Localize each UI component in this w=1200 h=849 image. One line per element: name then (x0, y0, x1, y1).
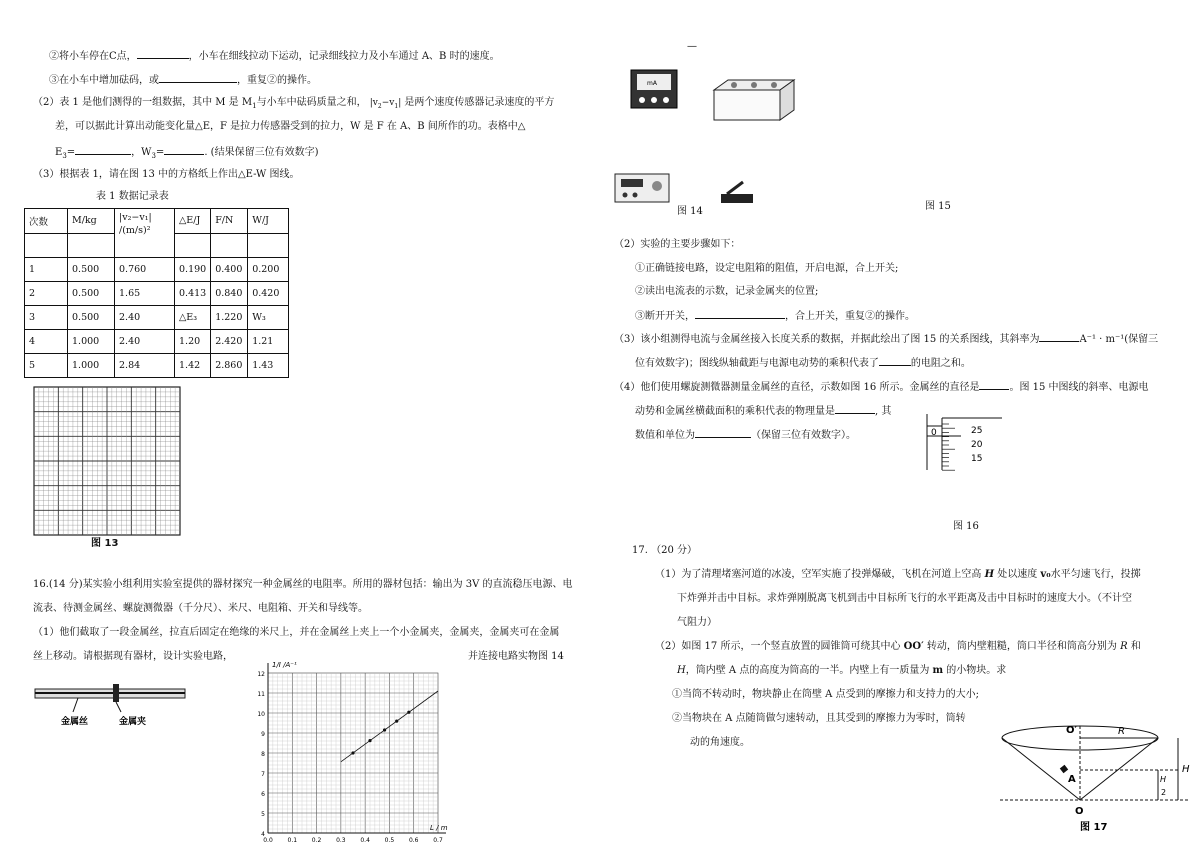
x-tick-label: 0.4 (360, 837, 370, 844)
q16-part1-line2: 丝上移动。请根据现有器材，设计实验电路， (33, 651, 233, 662)
switch-lever (727, 182, 743, 194)
table-cell: 1.000 (68, 354, 115, 378)
q16-part1-line1: （1）他们截取了一段金属丝，拉直后固定在绝缘的米尺上，并在金属丝上夹上一个小金属夹，金属夹，金属夹可在金属 (33, 627, 560, 638)
mic-tick-25: 25 (971, 426, 983, 436)
cone-right-wall (1080, 738, 1158, 800)
y-tick-label: 10 (257, 711, 265, 718)
knob (731, 82, 737, 88)
table-header-cell: M/kg (68, 209, 115, 234)
table-cell (25, 233, 68, 258)
wire-pointer (73, 698, 78, 712)
table-cell: 3 (25, 306, 68, 330)
fig17-caption: 图 17 (1080, 822, 1108, 833)
table-cell: 0.400 (211, 258, 248, 282)
switch-illustration (717, 180, 757, 206)
mic-tick-20: 20 (971, 440, 983, 450)
table-cell (248, 233, 289, 258)
mic-zero: 0 (931, 428, 937, 438)
q16-line1: 16.(14 分)某实验小组利用实验室提供的器材探究一种金属丝的电阻率。所用的器材包括：输出为 3V 的直流稳压电源、电 (33, 579, 573, 590)
thimble-scale (942, 424, 955, 470)
clip-pointer (116, 702, 121, 712)
table-header-cell: 次数 (25, 209, 68, 234)
y-tick-label: 9 (261, 731, 265, 738)
x-tick-label: 0.0 (263, 837, 273, 844)
label-h-half-num: H (1160, 775, 1167, 784)
table-cell: 0.500 (68, 306, 115, 330)
resistance-box-illustration (712, 76, 797, 124)
switch-base (721, 194, 753, 203)
table-title: 表 1 数据记录表 (96, 191, 169, 202)
part4-line1: （4）他们使用螺旋测微器测量金属丝的直径，示数如图 16 所示。金属丝的直径是 。图 15 中图线的斜率、电源电 (614, 379, 1149, 395)
table-cell: 0.500 (68, 258, 115, 282)
data-table (24, 208, 289, 378)
y-tick-label: 8 (261, 751, 265, 758)
table-cell: 1.43 (248, 354, 289, 378)
data-point (395, 720, 398, 723)
table-cell (68, 233, 115, 258)
power-supply-illustration (613, 172, 673, 206)
x-tick-label: 0.5 (384, 837, 395, 844)
q17-part2-line1: （2）如图 17 所示，一个竖直放置的圆锥筒可绕其中心 OO′ 转动，筒内壁粗糙，筒口半径和筒高分别为 R 和 (655, 641, 1141, 652)
q17-part1-line2: 下炸弹并击中目标。求炸弹刚脱离飞机到击中目标所飞行的水平距离及击中目标时的速度大小。（不计空 (677, 593, 1132, 604)
part3-line2: 位有效数字)；图线纵轴截距与电源电动势的乘积代表了 的电阻之和。 (635, 355, 971, 371)
box-front (714, 90, 780, 120)
y-tick-label: 12 (257, 671, 265, 678)
supply-knob (652, 181, 662, 191)
graph-fig15 (258, 655, 453, 849)
y-tick-label: 5 (261, 811, 265, 818)
table-header-cell: W/J (248, 209, 289, 234)
cone-figure17 (1000, 716, 1196, 834)
table-cell: 2.84 (115, 354, 175, 378)
label-h-half-den: 2 (1161, 788, 1167, 797)
fig16-caption: 图 16 (953, 521, 979, 532)
table-cell: 0.200 (248, 258, 289, 282)
label-o-prime: O′ (1066, 725, 1078, 736)
knob (751, 82, 757, 88)
table-cell: 5 (25, 354, 68, 378)
x-tick-label: 0.3 (336, 837, 346, 844)
y-tick-label: 7 (261, 771, 265, 778)
table-cell: 1.65 (115, 282, 175, 306)
mic-tick-15: 15 (971, 454, 983, 464)
label-h: H (1182, 764, 1190, 775)
y-tick-label: 6 (261, 791, 265, 798)
part4-line3: 数值和单位为 （保留三位有效数字）。 (635, 427, 856, 443)
fig14-caption: 图 14 (677, 206, 703, 217)
x-tick-label: 0.7 (433, 837, 443, 844)
dash-mark: — (687, 41, 697, 52)
data-point (351, 751, 354, 754)
table-row (25, 354, 289, 378)
label-wire: 金属丝 (61, 717, 89, 727)
supply-terminal (633, 193, 638, 198)
ammeter-unit: mA (647, 80, 657, 87)
table-cell: W₃ (248, 306, 289, 330)
table-cell: 2.860 (211, 354, 248, 378)
table-cell: 4 (25, 330, 68, 354)
table-cell: 1 (25, 258, 68, 282)
step2-line: ②将小车停在C点， ，小车在细线拉动下运动，记录细线拉力及小车通过 A、B 时的速度。 (49, 48, 500, 64)
data-point (368, 739, 371, 742)
graph-paper-fig13 (33, 386, 181, 536)
table-header-row (25, 209, 289, 234)
x-tick-label: 0.1 (287, 837, 298, 844)
q16-line2: 流表、待测金属丝、螺旋测微器（千分尺）、米尺、电阻箱、开关和导线等。 (33, 603, 368, 614)
q16-part1-line2-tail: 并连接电路实物图 14 (468, 651, 564, 662)
q17-part1-line1: （1）为了清理堵塞河道的冰凌，空军实施了投弹爆破，飞机在河道上空高 H 处以速度 v₀水平匀速飞行，投掷 (655, 569, 1141, 580)
table-cell: 1.000 (68, 330, 115, 354)
table-row (25, 258, 289, 282)
knob (771, 82, 777, 88)
metal-clip (113, 684, 119, 702)
x-tick-label: 0.6 (408, 837, 419, 844)
table-cell: △E₃ (175, 306, 211, 330)
q17-item2-cont: 动的角速度。 (690, 737, 750, 748)
x-axis-label: L / m (430, 824, 448, 832)
x-tick-label: 0.2 (311, 837, 322, 844)
fig13-caption: 图 13 (91, 538, 119, 549)
step-1: ①正确链接电路，设定电阻箱的阻值，开启电源，合上开关; (635, 263, 899, 274)
part2-line3: $E_3=$ ，$W_3=$ . (结果保留三位有效数字) (55, 144, 318, 163)
y-tick-label: 11 (257, 691, 265, 698)
terminal (663, 97, 669, 103)
table-cell: 0.420 (248, 282, 289, 306)
table-cell: 1.20 (175, 330, 211, 354)
table-cell: 1.220 (211, 306, 248, 330)
data-point (407, 711, 410, 714)
table-cell: 0.760 (115, 258, 175, 282)
table-cell: 2 (25, 282, 68, 306)
terminal (651, 97, 657, 103)
ammeter-illustration (627, 66, 682, 114)
table-cell (211, 233, 248, 258)
ruler-wire-illustration (33, 684, 193, 744)
supply-display (621, 179, 643, 187)
step3-line: ③在小车中增加砝码，或 ，重复②的操作。 (49, 72, 317, 88)
steps-heading: （2）实验的主要步骤如下： (614, 239, 741, 250)
step-2: ②读出电流表的示数，记录金属夹的位置; (635, 286, 819, 297)
table-cell: 0.840 (211, 282, 248, 306)
data-point (383, 728, 386, 731)
step-3: ③断开开关， ，合上开关，重复②的操作。 (635, 308, 915, 324)
table-cell: 0.190 (175, 258, 211, 282)
label-a: A (1068, 774, 1076, 785)
table-cell (175, 233, 211, 258)
table-cell: 1.21 (248, 330, 289, 354)
table-cell: 1.42 (175, 354, 211, 378)
q17-part1-line3: 气阻力） (677, 617, 717, 628)
fig15-caption: 图 15 (925, 201, 951, 212)
table-row (25, 282, 289, 306)
part3-line: （3）根据表 1，请在图 13 中的方格纸上作出△E-W 图线。 (33, 169, 300, 180)
cone-left-wall (1002, 738, 1080, 800)
part2-line1: （2）表 1 是他们测得的一组数据，其中 M 是 $M_1$与小车中砝码质量之和， $|v_2-v_1|$ 是两个速度传感器记录速度的平方 (33, 97, 555, 110)
q17-item2: ②当物块在 A 点随筒做匀速转动，且其受到的摩擦力为零时，筒转 (672, 713, 966, 724)
table-cell: 2.40 (115, 306, 175, 330)
table-cell: 2.420 (211, 330, 248, 354)
block-a (1060, 765, 1068, 773)
table-row (25, 330, 289, 354)
table-cell: 0.413 (175, 282, 211, 306)
part4-line2: 动势和金属丝横截面积的乘积代表的物理量是 , 其 (635, 403, 891, 419)
q17-item1: ①当筒不转动时，物块静止在筒壁 A 点受到的摩擦力和支持力的大小; (672, 689, 979, 700)
label-r: R (1118, 726, 1125, 737)
table-header-cell: F/N (211, 209, 248, 234)
terminal (639, 97, 645, 103)
part3-line1: （3）该小组测得电流与金属丝接入长度关系的数据，并据此绘出了图 15 的关系图线，其斜率为 A⁻¹ · m⁻¹(保留三 (614, 331, 1158, 347)
table-row (25, 306, 289, 330)
table-header-cell: |v₂−v₁| /(m/s)² (115, 209, 175, 258)
table-cell: 2.40 (115, 330, 175, 354)
label-o: O (1075, 806, 1084, 817)
supply-terminal (623, 193, 628, 198)
q17-heading: 17. （20 分） (632, 545, 697, 556)
table-cell: 0.500 (68, 282, 115, 306)
q17-part2-line2: H，筒内壁 A 点的高度为筒高的一半。内壁上有一质量为 m 的小物块。求 (677, 665, 1007, 676)
y-axis-label: 1/I /A⁻¹ (272, 661, 297, 669)
table-header-cell: △E/J (175, 209, 211, 234)
micrometer-illustration (917, 412, 1017, 474)
part2-line2: 差，可以据此计算出动能变化量△E，F 是拉力传感器受到的拉力，W 是 F 在 A、B 间所作的功。表格中△ (55, 121, 526, 132)
y-tick-label: 4 (261, 831, 265, 838)
label-clip: 金属夹 (119, 717, 147, 727)
